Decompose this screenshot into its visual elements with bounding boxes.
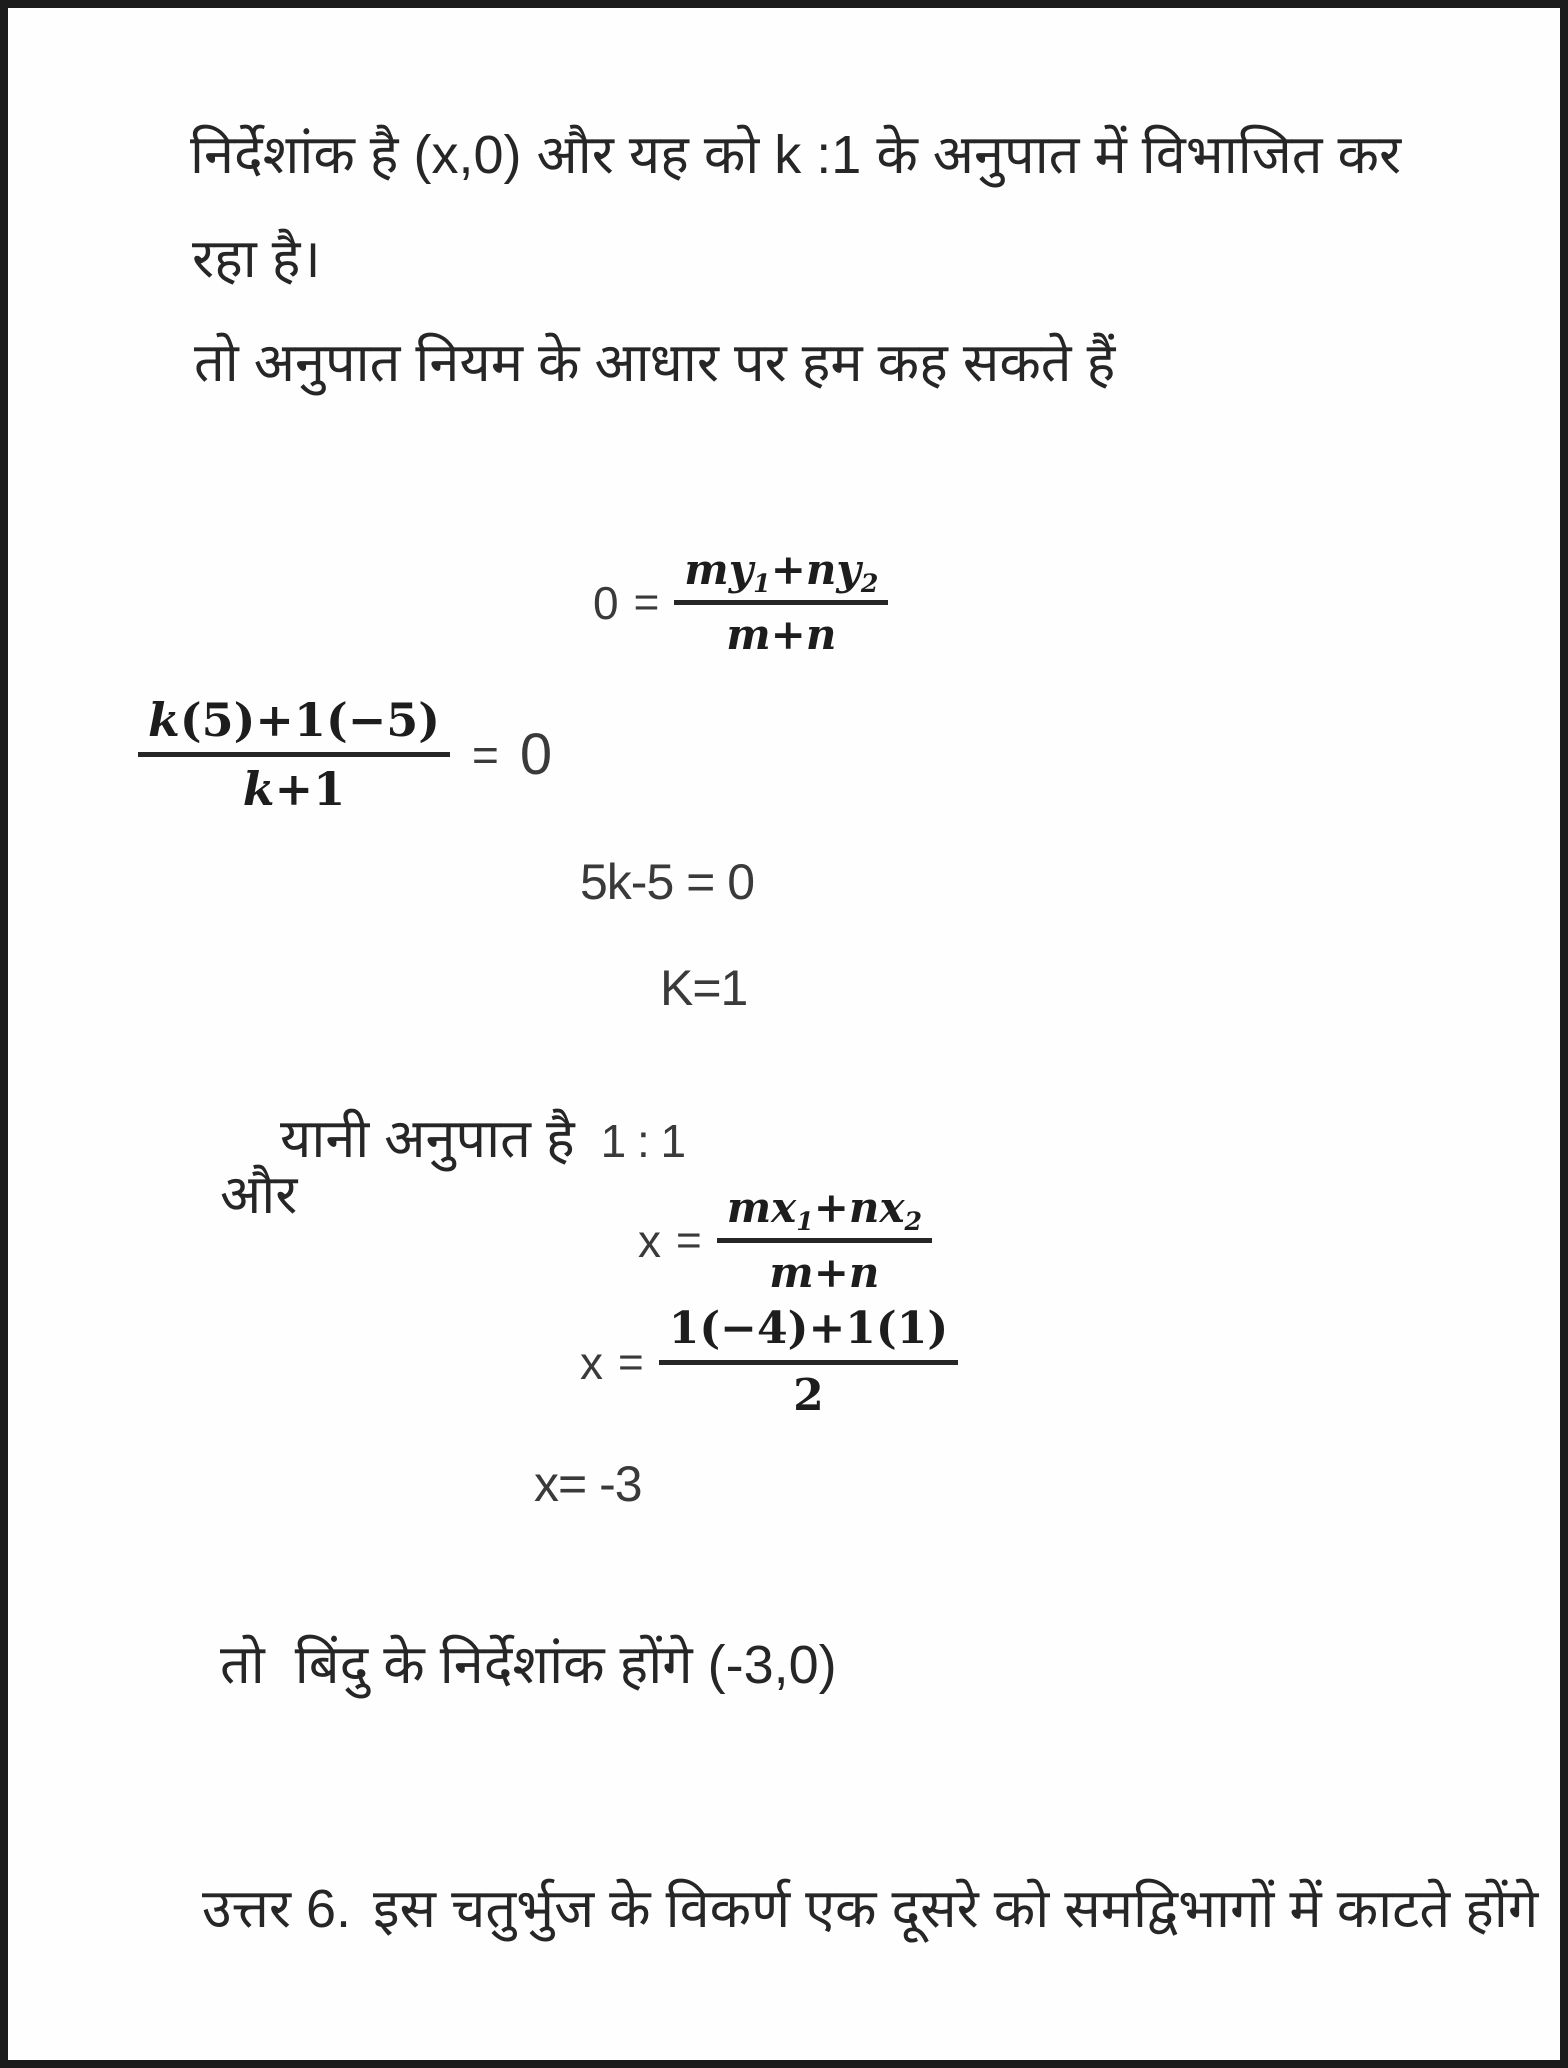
denominator-constant: +1 xyxy=(274,762,346,817)
answer-6-line xyxy=(142,1804,1538,2015)
equals-sign: = xyxy=(633,577,659,627)
subscript-2: 2 xyxy=(860,567,879,598)
solution-text-line-1: निर्देशांक है (x,0) और यह को k :1 के अनुपात में विभाजित कर xyxy=(190,125,1402,185)
equation-y-section-formula xyxy=(593,546,888,659)
numerator-term-2: +nx xyxy=(813,1183,905,1232)
numerator-term-1: my xyxy=(684,545,754,594)
equals-sign: = xyxy=(676,1215,701,1265)
subscript-2: 2 xyxy=(904,1205,923,1236)
equation-lhs-x: x xyxy=(638,1214,660,1267)
equals-sign: = xyxy=(618,1337,643,1387)
fraction-numerator xyxy=(717,1184,932,1243)
subscript-1: 1 xyxy=(753,567,771,598)
fraction-mx-nx xyxy=(717,1184,932,1297)
numerator-term-1: mx xyxy=(726,1183,797,1232)
equation-x-substitution xyxy=(580,1304,958,1421)
fraction-k5 xyxy=(138,694,450,816)
equals-sign: = xyxy=(472,728,498,781)
equation-k-substitution xyxy=(138,694,551,816)
answer-6-text: इस चतुर्भुज के विकर्ण एक दूसरे को समद्विभागों में काटते होंगे xyxy=(373,1879,1539,1940)
fraction-numerator xyxy=(138,694,450,757)
ratio-value: 1 : 1 xyxy=(600,1115,686,1168)
equation-x-section-formula xyxy=(638,1184,932,1297)
answer-6-label: उत्तर 6. xyxy=(202,1879,352,1940)
ratio-statement-text: यानी अनुपात है xyxy=(280,1109,575,1170)
fraction-numerator: 1(−4)+1(1) xyxy=(659,1304,958,1365)
conclusion-statement: तो बिंदु के निर्देशांक होंगे (-3,0) xyxy=(220,1635,837,1695)
numerator-variable-k: k xyxy=(148,693,180,747)
numerator-constants: (5)+1(−5) xyxy=(179,693,441,747)
equation-lhs-x: x xyxy=(580,1336,602,1389)
and-label: और xyxy=(220,1165,298,1225)
fraction-substituted xyxy=(659,1304,958,1421)
solution-text-line-3: तो अनुपात नियम के आधार पर हम कह सकते हैं xyxy=(194,333,1116,393)
numerator-term-2: +ny xyxy=(770,545,861,594)
fraction-denominator: m+n xyxy=(726,610,837,660)
equation-5k-5: 5k-5 = 0 xyxy=(580,854,755,910)
fraction-denominator: m+n xyxy=(769,1248,880,1298)
equation-k-result: K=1 xyxy=(660,960,748,1016)
fraction-denominator: 2 xyxy=(793,1370,824,1422)
solution-text-line-2: रहा है। xyxy=(192,229,321,289)
equation-x-result: x= -3 xyxy=(534,1456,642,1512)
fraction-numerator xyxy=(674,546,888,605)
denominator-variable-k: k xyxy=(242,762,275,817)
equation-lhs-zero: 0 xyxy=(593,576,618,629)
fraction-my-ny xyxy=(674,546,888,659)
equation-rhs-zero: 0 xyxy=(519,722,552,788)
fraction-denominator xyxy=(233,757,355,815)
subscript-1: 1 xyxy=(796,1205,814,1236)
